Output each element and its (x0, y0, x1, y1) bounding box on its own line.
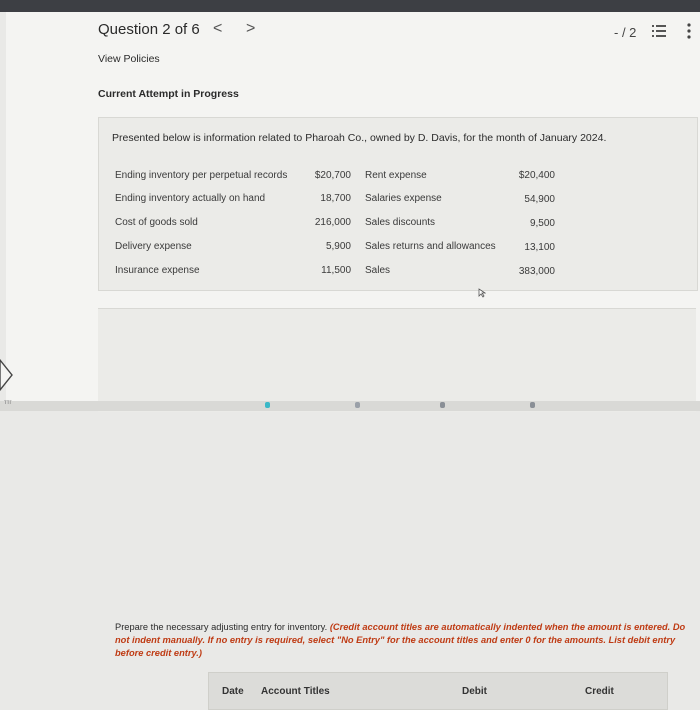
data-value: 5,900 (325, 241, 351, 252)
data-label: Cost of goods sold (115, 217, 198, 228)
date-column-header: Date (222, 686, 244, 697)
taskbar-indicator (265, 402, 270, 408)
data-label: Ending inventory per perpetual records (115, 170, 288, 181)
data-label: Sales returns and allowances (365, 241, 496, 252)
data-value: 9,500 (529, 218, 555, 229)
account-titles-column-header: Account Titles (261, 686, 330, 697)
data-label: Insurance expense (115, 265, 200, 276)
mouse-cursor-icon (478, 288, 486, 298)
data-label: Ending inventory actually on hand (115, 193, 266, 204)
previous-question-button[interactable]: < (213, 20, 223, 37)
data-value: 18,700 (320, 193, 351, 204)
instructions-lead: Prepare the necessary adjusting entry for inventory. (115, 622, 328, 632)
question-header (6, 12, 700, 52)
question-counter: Question 2 of 6 (98, 21, 200, 38)
attempt-status: Current Attempt in Progress (98, 88, 239, 100)
question-score: - / 2 (614, 25, 637, 40)
data-value: 13,100 (524, 242, 555, 253)
credit-column-header: Credit (585, 686, 614, 697)
data-value: $20,400 (518, 170, 555, 181)
browser-top-bar (0, 0, 700, 12)
data-label: Rent expense (365, 170, 427, 181)
question-list-icon[interactable] (652, 25, 666, 38)
data-label: Sales (365, 265, 391, 276)
next-question-button[interactable]: > (246, 20, 256, 37)
left-arrow-icon (0, 358, 14, 392)
data-value: $20,700 (314, 170, 351, 181)
debit-column-header: Debit (462, 686, 487, 697)
question-page (6, 12, 700, 697)
problem-intro: Presented below is information related to Pharoah Co., owned by D. Davis, for the month of January 2024. (112, 132, 607, 144)
data-value: 383,000 (518, 266, 555, 277)
more-options-icon[interactable] (687, 22, 691, 40)
data-value: 11,500 (321, 265, 351, 276)
taskbar-indicator (530, 402, 535, 408)
journal-table-header (208, 672, 668, 710)
problem-card (98, 117, 698, 291)
bottom-strip (0, 401, 700, 411)
view-policies-link[interactable]: View Policies (98, 53, 160, 65)
instructions-panel (98, 308, 696, 697)
taskbar-indicator (440, 402, 445, 408)
data-label: Sales discounts (365, 217, 436, 228)
instructions-italic: (Credit account titles are automatically indented when the amount is entered. Do not indent manually. If no entry is required, select "No Entry" for the account titles and enter 0 for the amounts. List debit entry before credit entry.) (115, 622, 686, 658)
data-value: 54,900 (524, 194, 555, 205)
data-label: Delivery expense (115, 241, 192, 252)
instructions-text (115, 621, 700, 660)
status-text: ттг (4, 400, 12, 406)
data-label: Salaries expense (365, 193, 442, 204)
taskbar-indicator (355, 402, 360, 408)
data-value: 216,000 (314, 217, 351, 228)
